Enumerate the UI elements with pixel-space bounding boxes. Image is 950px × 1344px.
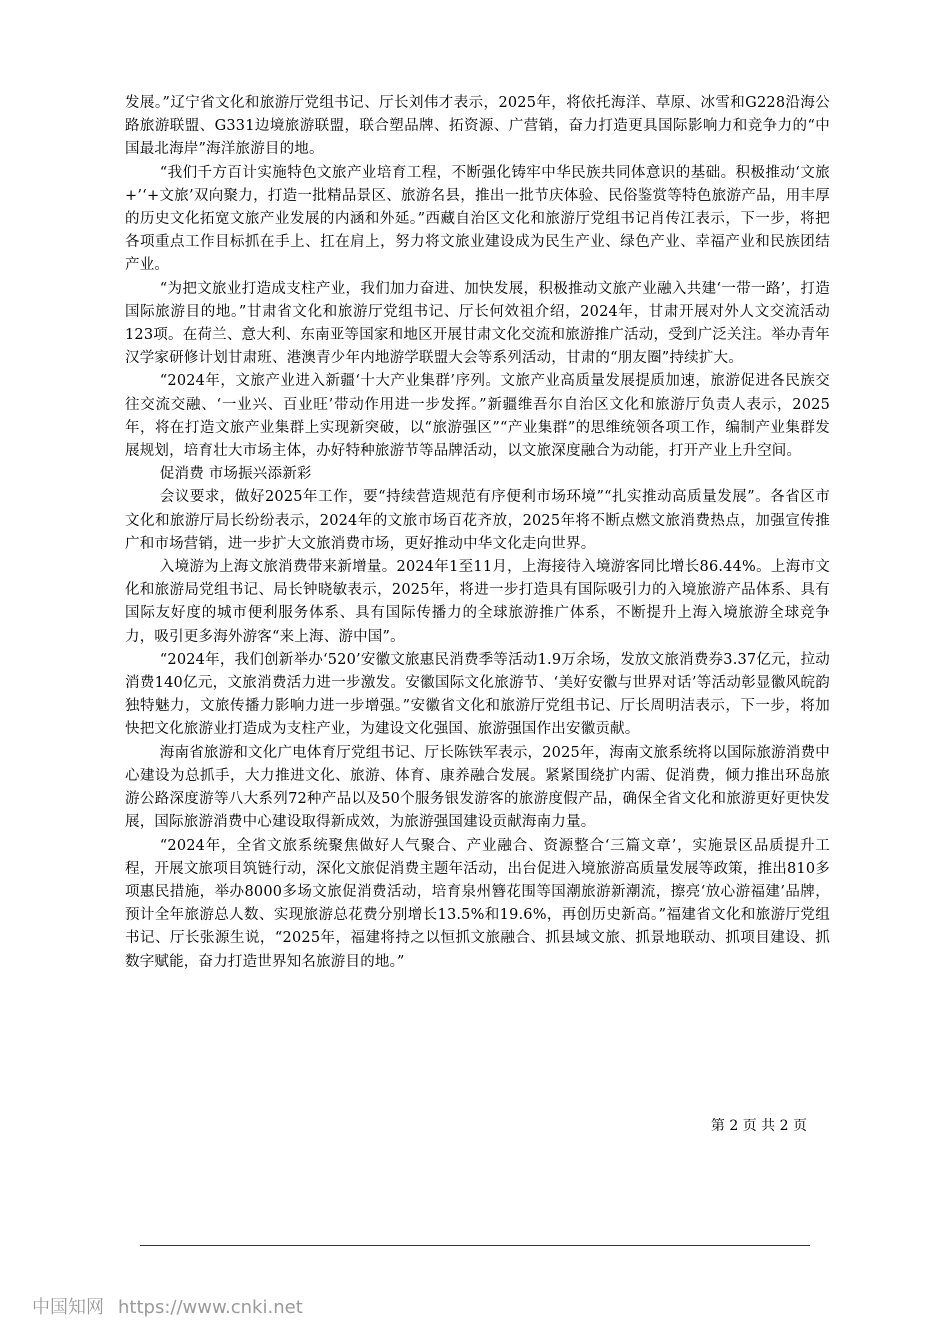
paragraph-liaoning: 发展。”辽宁省文化和旅游厅党组书记、厅长刘伟才表示，2025年，将依托海洋、草原、冰雪和G228沿海公路旅游联盟、G331边境旅游联盟，联合塑品牌、拓资源、广营销，奋力打造更具国际影响力和竞争力的“中国最北海岸”海洋旅游目的地。 bbox=[125, 95, 830, 158]
paragraph-hainan: 海南省旅游和文化广电体育厅党组书记、厅长陈铁军表示，2025年，海南文旅系统将以国际旅游消费中心建设为总抓手，大力推进文化、旅游、体育、康养融合发展。紧紧围绕扩内需、促消费，倾力推出环岛旅游公路深度游等八大系列72种产品以及50个服务银发游客的旅游度假产品，确保全省文化和旅游更好更快发展，国际旅游消费中心建设取得新成效，为旅游强国建设贡献海南力量。 bbox=[125, 744, 830, 831]
paragraph-anhui: “2024年，我们创新举办‘520’安徽文旅惠民消费季等活动1.9万余场，发放文旅消费券3.37亿元，拉动消费140亿元，文旅消费活力进一步激发。安徽国际文化旅游节、‘美好安徽与世界对话’等活动彰显徽风皖韵独特魅力，文旅传播力影响力进一步增强。”安徽省文化和旅游厅党组书记、厅长周明洁表示，下一步，将加快把文化旅游业打造成为支柱产业，为建设文化强国、旅游强国作出安徽贡献。 bbox=[125, 651, 830, 738]
paragraph-xinjiang: “2024年，文旅产业进入新疆‘十大产业集群’序列。文旅产业高质量发展提质加速，旅游促进各民族交往交流交融、‘一业兴、百业旺’带动作用进一步发挥。”新疆维吾尔自治区文化和旅游厅负责人表示，2025年，将在打造文旅产业集群上实现新突破，以“旅游强区”“产业集群”的思维统领各项工作，编制产业集群发展规划，培育壮大市场主体，办好特种旅游节等品牌活动，以文旅深度融合为动能，打开产业上升空间。 bbox=[125, 373, 830, 460]
footer-divider bbox=[140, 1245, 810, 1246]
paragraph-fujian: “2024年，全省文旅系统聚焦做好人气聚合、产业融合、资源整合‘三篇文章’，实施景区品质提升工程，开展文旅项目筑链行动，深化文旅促消费主题年活动，出台促进入境旅游高质量发展等政策，推出810多项惠民措施，举办8000多场文旅促消费活动，培育泉州簪花围等国潮旅游新潮流，擦亮‘放心游福建’品牌，预计全年旅游总人数、实现旅游总花费分别增长13.5%和19.6%，再创历史新高。”福建省文化和旅游厅党组书记、厅长张源生说，“2025年，福建将持之以恒抓文旅融合、抓县域文旅、抓景地联动、抓项目建设、抓数字赋能，奋力打造世界知名旅游目的地。” bbox=[125, 837, 830, 970]
page-number: 第 2 页 共 2 页 bbox=[710, 1118, 807, 1134]
section-heading: 促消费 市场振兴添新彩 bbox=[159, 466, 312, 483]
paragraph-shanghai: 入境游为上海文旅消费带来新增量。2024年1至11月，上海接待入境游客同比增长86.44%。上海市文化和旅游局党组书记、局长钟晓敏表示，2025年，将进一步打造具有国际吸引力的入境旅游产品体系、具有国际友好度的城市便利服务体系、具有国际传播力的全球旅游推广体系，不断提升上海入境旅游全球竞争力，吸引更多海外游客“来上海、游中国”。 bbox=[125, 559, 830, 645]
paragraph-meeting: 会议要求，做好2025年工作，要“持续营造规范有序便利市场环境”“扎实推动高质量发展”。各省区市文化和旅游厅局长纷纷表示，2024年的文旅市场百花齐放，2025年将不断点燃文旅消费热点，加强宣传推广和市场营销，进一步扩大文旅消费市场，更好推动中华文化走向世界。 bbox=[125, 489, 830, 552]
cnki-watermark bbox=[32, 1293, 303, 1319]
article-body bbox=[125, 92, 830, 974]
watermark-site-name: 中国知网 bbox=[32, 1297, 104, 1318]
watermark-url: https://www.cnki.net bbox=[118, 1297, 303, 1318]
paragraph-gansu: “为把文旅业打造成支柱产业，我们加力奋进、加快发展，积极推动文旅产业融入共建‘一带一路’，打造国际旅游目的地。”甘肃省文化和旅游厅党组书记、厅长何效祖介绍，2024年，甘肃开展对外人文交流活动123项。在荷兰、意大利、东南亚等国家和地区开展甘肃文化交流和旅游推广活动，受到广泛关注。举办青年汉学家研修计划甘肃班、港澳青少年内地游学联盟大会等系列活动，甘肃的“朋友圈”持续扩大。 bbox=[125, 280, 830, 367]
paragraph-tibet: “我们千方百计实施特色文旅产业培育工程，不断强化铸牢中华民族共同体意识的基础。积极推动‘文旅+’‘+文旅’双向聚力，打造一批精品景区、旅游名县，推出一批节庆体验、民俗鉴赏等特色旅游产品，用丰厚的历史文化拓宽文旅产业发展的内涵和外延。”西藏自治区文化和旅游厅党组书记肖传江表示，下一步，将把各项重点工作目标抓在手上、扛在肩上，努力将文旅业建设成为民生产业、绿色产业、幸福产业和民族团结产业。 bbox=[125, 164, 830, 274]
